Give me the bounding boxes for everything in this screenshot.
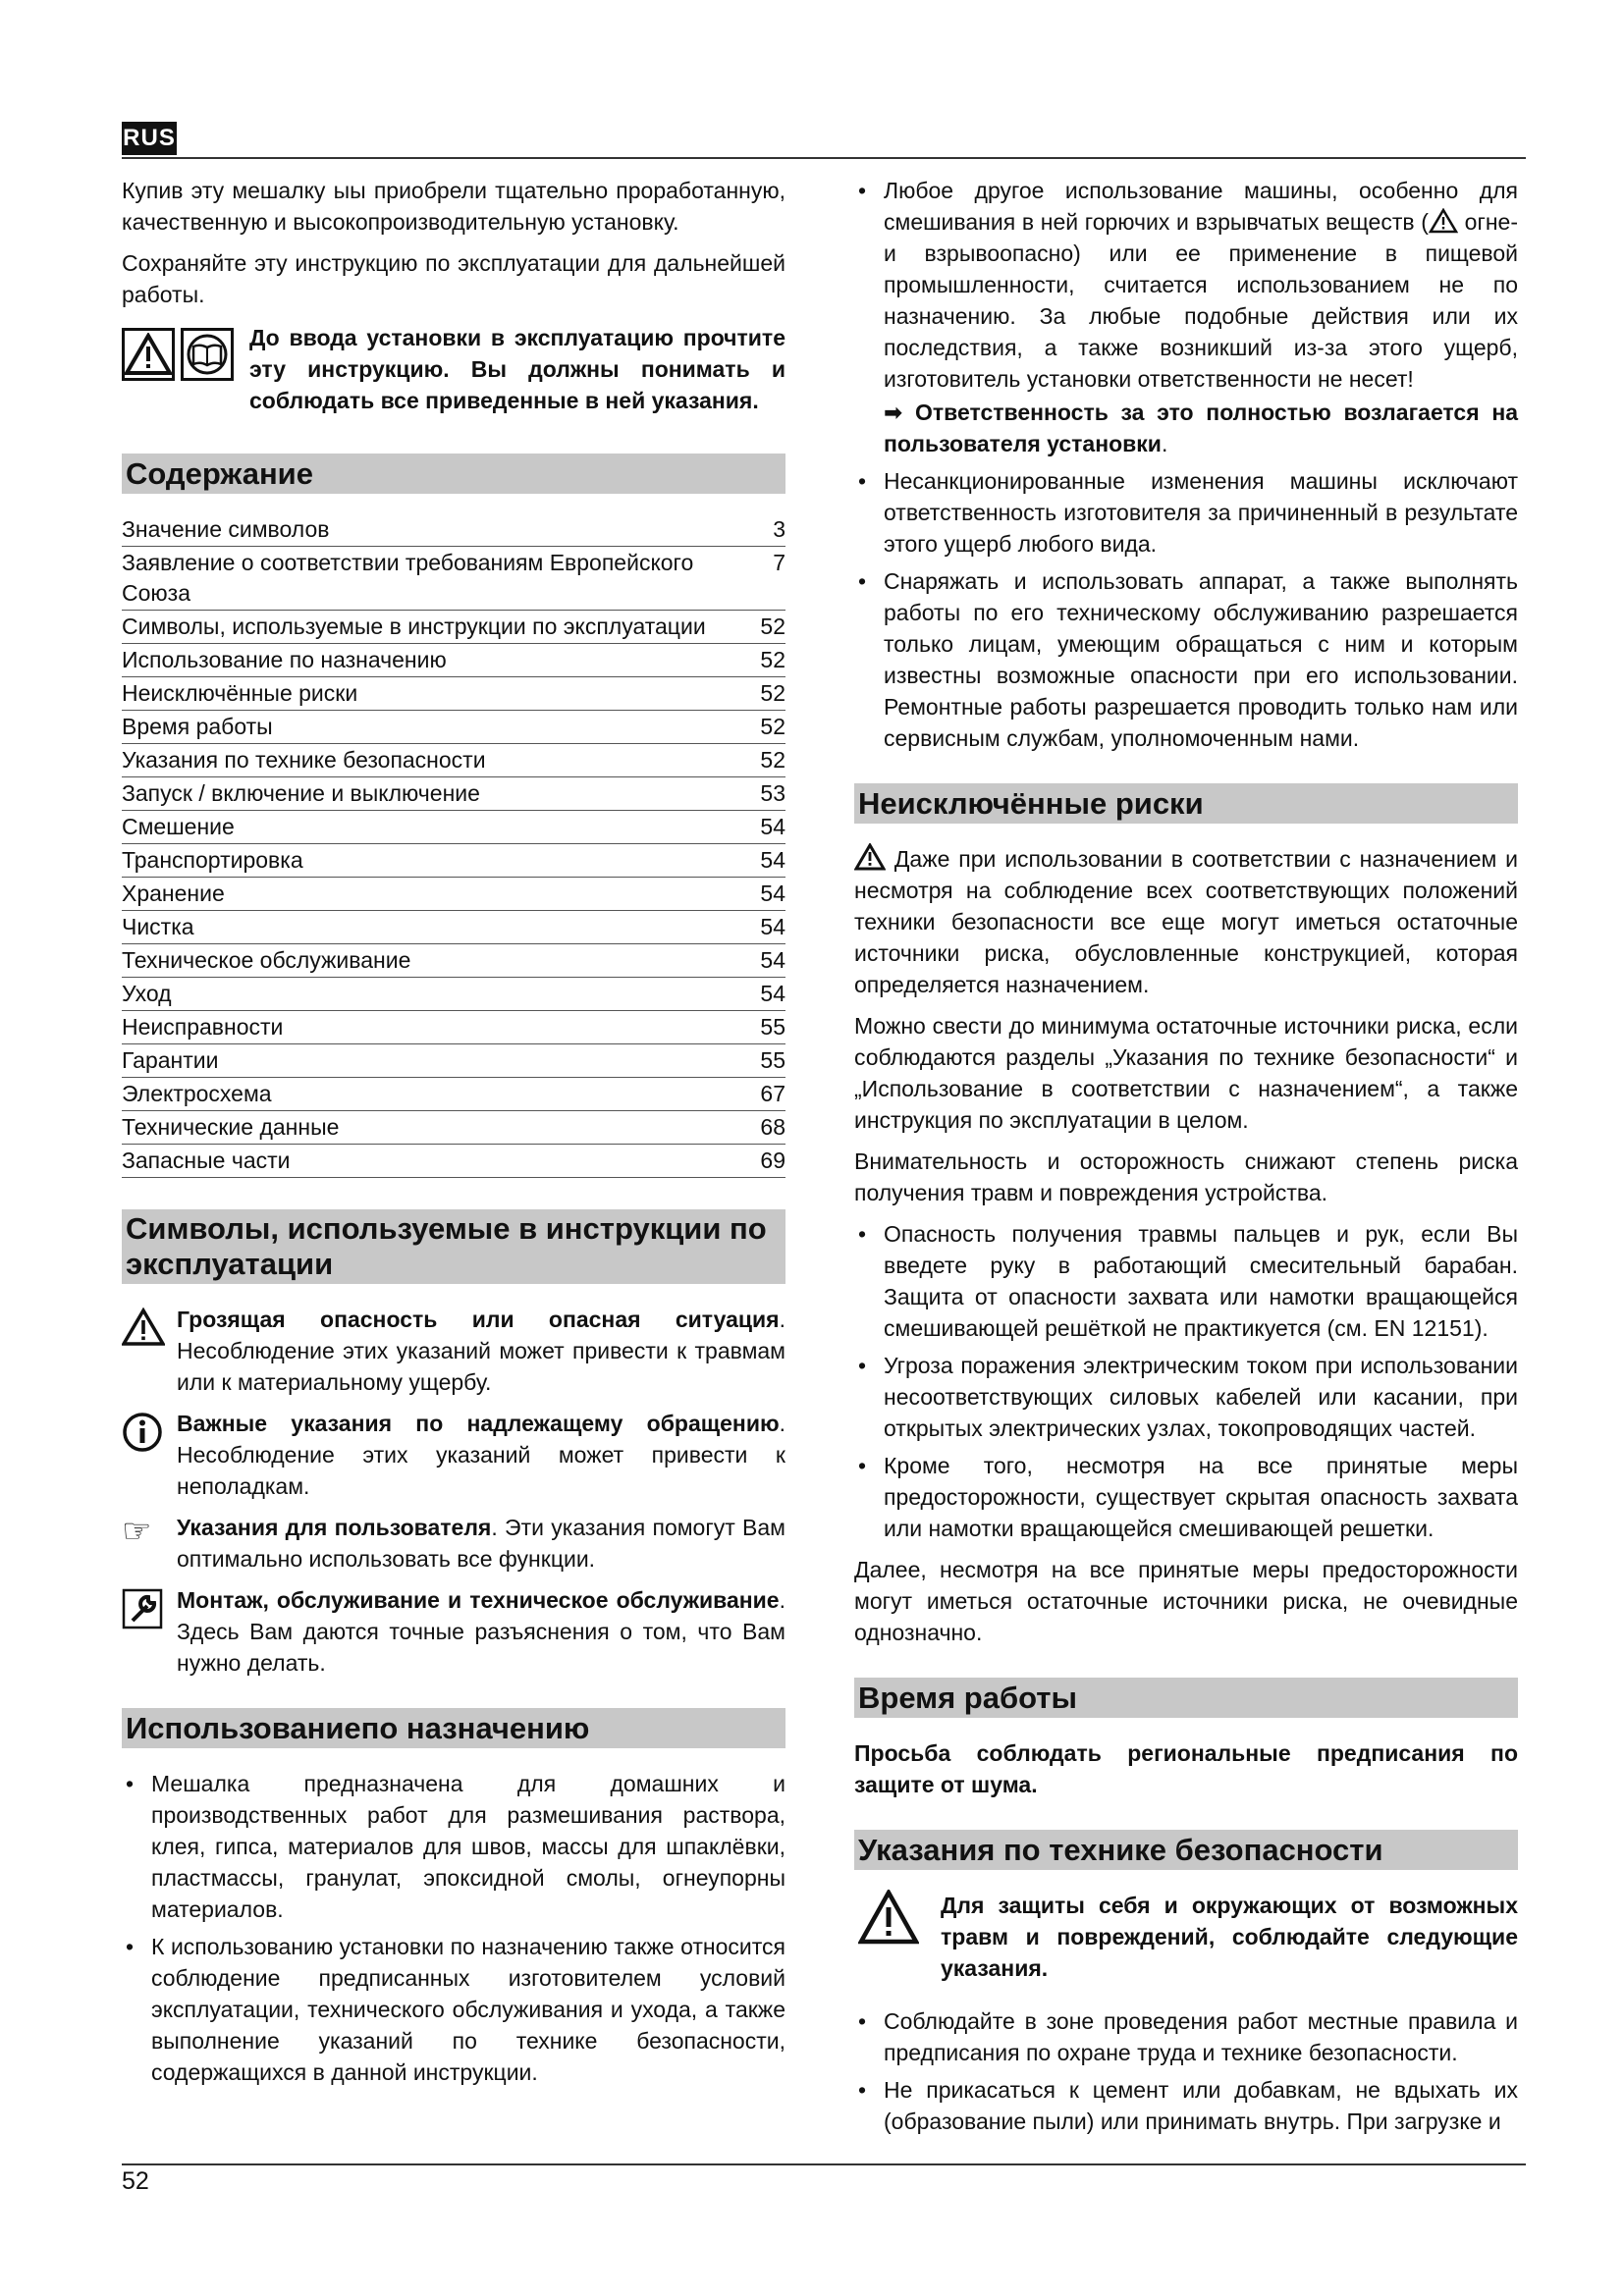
toc-entry-title: Неисправности bbox=[122, 1011, 727, 1044]
symbol-hint-title: Указания для пользователя bbox=[177, 1515, 492, 1540]
toc-entry-page: 53 bbox=[727, 777, 785, 811]
page-number: 52 bbox=[122, 2167, 149, 2195]
footer-rule bbox=[122, 2163, 1526, 2165]
symbol-info-title: Важные указания по надлежащему обращению bbox=[177, 1411, 780, 1436]
toc-entry-title: Гарантии bbox=[122, 1044, 727, 1078]
toc-entry-page: 55 bbox=[727, 1011, 785, 1044]
toc-row bbox=[122, 911, 785, 944]
toc-entry-title: Использование по назначению bbox=[122, 644, 727, 677]
toc-row bbox=[122, 711, 785, 744]
safety-warning bbox=[854, 1890, 1518, 1994]
toc-row bbox=[122, 513, 785, 547]
warning-triangle-icon bbox=[858, 1890, 919, 1945]
symbol-danger-title: Грозящая опасность или опасная ситуация bbox=[177, 1307, 780, 1332]
toc-row bbox=[122, 677, 785, 711]
toc-entry-title: Хранение bbox=[122, 878, 727, 911]
toc-row bbox=[122, 644, 785, 677]
toc-entry-page: 69 bbox=[727, 1145, 785, 1178]
symbol-info bbox=[122, 1408, 785, 1502]
list-item: • Мешалка предназначена для домашних и производственных работ для размешивания раствора, клея, гипса, материалов для швов, массы для шпаклёвки, пластмассы, гранулат, эпоксидной смолы, огнеупорны материалов. bbox=[122, 1768, 785, 1925]
toc-heading: Содержание bbox=[122, 454, 785, 494]
improper-use-text: Любое другое использование машины, особенно для смешивания в ней горючих и взрывчатых веществ ( bbox=[884, 178, 1518, 235]
list-item: • Не прикасаться к цемент или добавкам, не вдыхать их (образование пыли) или принимать внутрь. При загрузке и bbox=[854, 2074, 1518, 2137]
toc-entry-title: Чистка bbox=[122, 911, 727, 944]
warning-triangle-icon bbox=[854, 843, 886, 871]
risks-paragraph: Даже при использовании в соответствии с назначением и несмотря на соблюдение всех соответствующих положений техники безопасности все еще могут иметься остаточные источники риска, обусловленные конструкцией, которая определяется назначением. bbox=[854, 843, 1518, 1000]
warning-triangle-icon bbox=[122, 328, 175, 381]
list-item: • Несанкционированные изменения машины исключают ответственность изготовителя за причиненный в результате этого ущерб любого вида. bbox=[854, 465, 1518, 560]
list-item: • Угроза поражения электрическим током при использовании несоответствующих силовых кабелей или касании, при открытых электрических узлах, токопроводящих частей. bbox=[854, 1350, 1518, 1444]
toc-entry-title: Символы, используемые в инструкции по эксплуатации bbox=[122, 611, 727, 644]
toc-entry-title: Электросхема bbox=[122, 1078, 727, 1111]
symbol-maintenance bbox=[122, 1584, 785, 1679]
list-item: • Соблюдайте в зоне проведения работ местные правила и предписания по охране труда и технике безопасности. bbox=[854, 2005, 1518, 2068]
warning-triangle-icon bbox=[122, 1308, 165, 1347]
toc-entry-page: 52 bbox=[727, 711, 785, 744]
read-manual-warning bbox=[122, 322, 785, 426]
toc-row bbox=[122, 611, 785, 644]
worktime-text: Просьба соблюдать региональные предписания по защите от шума. bbox=[854, 1740, 1518, 1797]
toc-row bbox=[122, 547, 785, 611]
toc-entry-page: 52 bbox=[727, 644, 785, 677]
toc-entry-page: 54 bbox=[727, 878, 785, 911]
toc-entry-page: 52 bbox=[727, 611, 785, 644]
intro-paragraph-2: Сохраняйте эту инструкцию по эксплуатации для дальнейшей работы. bbox=[122, 250, 785, 307]
safety-heading: Указания по технике безопасности bbox=[854, 1830, 1518, 1870]
toc-entry-title: Указания по технике безопасности bbox=[122, 744, 727, 777]
toc-row bbox=[122, 777, 785, 811]
list-item: • Опасность получения травмы пальцев и рук, если Вы введете руку в работающий смесительный барабан. Защита от опасности захвата или намотки вращающейся смешивающей решёткой не практикуется (см. EN 12151). bbox=[854, 1218, 1518, 1344]
usage-continued-list bbox=[854, 175, 1518, 754]
info-icon bbox=[122, 1412, 163, 1453]
symbol-maintenance-title: Монтаж, обслуживание и техническое обслуживание bbox=[177, 1587, 780, 1613]
risks-paragraph-3: Внимательность и осторожность снижают степень риска получения травм и повреждения устройства. bbox=[854, 1148, 1518, 1205]
toc-entry-title: Запуск / включение и выключение bbox=[122, 777, 727, 811]
toc-entry-page: 7 bbox=[727, 547, 785, 611]
toc-row bbox=[122, 944, 785, 978]
toc-row bbox=[122, 978, 785, 1011]
toc-entry-page: 52 bbox=[727, 744, 785, 777]
toc-entry-title: Заявление о соответствии требованиям Европейского Союза bbox=[122, 547, 727, 611]
symbols-heading: Символы, используемые в инструкции по эксплуатации bbox=[122, 1209, 785, 1284]
worktime-heading: Время работы bbox=[854, 1678, 1518, 1718]
toc-entry-page: 54 bbox=[727, 811, 785, 844]
read-manual-text: До ввода установки в эксплуатацию прочтите эту инструкцию. Вы должны понимать и соблюдать все приведенные в ней указания. bbox=[249, 325, 785, 413]
toc-entry-title: Уход bbox=[122, 978, 727, 1011]
toc-entry-page: 52 bbox=[727, 677, 785, 711]
symbol-danger bbox=[122, 1304, 785, 1398]
toc-entry-title: Неисключённые риски bbox=[122, 677, 727, 711]
pointing-hand-icon: ☞ bbox=[122, 1513, 152, 1550]
safety-list bbox=[854, 2005, 1518, 2137]
toc-entry-title: Технические данные bbox=[122, 1111, 727, 1145]
symbol-maintenance-text: . Здесь Вам даются точные разъяснения о том, что Вам нужно делать. bbox=[177, 1587, 785, 1676]
warning-triangle-icon bbox=[1429, 208, 1458, 234]
toc-row bbox=[122, 1078, 785, 1111]
toc-row bbox=[122, 811, 785, 844]
table-of-contents bbox=[122, 513, 785, 1178]
toc-entry-title: Запасные части bbox=[122, 1145, 727, 1178]
toc-row bbox=[122, 1044, 785, 1078]
usage-list bbox=[122, 1768, 785, 2088]
risks-heading: Неисключённые риски bbox=[854, 783, 1518, 824]
toc-entry-title: Техническое обслуживание bbox=[122, 944, 727, 978]
list-item: • Кроме того, несмотря на все принятые меры предосторожности, существует скрытая опасность захвата или намотки вращающейся смешивающей решетки. bbox=[854, 1450, 1518, 1544]
responsibility-note: ➡ Ответственность за это полностью возлагается на пользователя установки. bbox=[884, 400, 1519, 456]
toc-entry-page: 54 bbox=[727, 978, 785, 1011]
risks-paragraph-2: Можно свести до минимума остаточные источники риска, если соблюдаются разделы „Указания по технике безопасности“ и „Использование в соответствии с назначением“, а также инструкция по эксплуатации в целом. bbox=[854, 1013, 1518, 1133]
list-item: • Снаряжать и использовать аппарат, а также выполнять работы по его техническому обслуживанию разрешается только лицам, умеющим обращаться с ним и которым известны возможные опасности при его использовании. Ремонтные работы разрешается проводить только нам или сервисным службам, уполномоченным нами. bbox=[854, 565, 1518, 754]
risks-paragraph-4: Далее, несмотря на все принятые меры предосторожности могут иметься остаточные источники риска, не очевидные однозначно. bbox=[854, 1557, 1518, 1645]
left-column bbox=[122, 175, 785, 2094]
header-rule bbox=[122, 157, 1526, 159]
toc-row bbox=[122, 744, 785, 777]
toc-entry-page: 68 bbox=[727, 1111, 785, 1145]
toc-entry-page: 55 bbox=[727, 1044, 785, 1078]
safety-warning-text: Для защиты себя и окружающих от возможных травм и повреждений, соблюдайте следующие указания. bbox=[941, 1893, 1518, 1981]
symbol-hint-text: . Эти указания помогут Вам оптимально использовать все функции. bbox=[177, 1515, 785, 1572]
usage-heading: Использованиепо назначению bbox=[122, 1708, 785, 1748]
toc-entry-title: Значение символов bbox=[122, 513, 727, 547]
toc-row bbox=[122, 1111, 785, 1145]
symbol-info-text: . Несоблюдение этих указаний может привести к неполадкам. bbox=[177, 1411, 785, 1499]
toc-entry-page: 54 bbox=[727, 844, 785, 878]
toc-entry-page: 3 bbox=[727, 513, 785, 547]
manual-book-icon bbox=[181, 328, 234, 381]
toc-row bbox=[122, 1145, 785, 1178]
list-item: • К использованию установки по назначению также относится соблюдение предписанных изготовителем условий эксплуатации, технического обслуживания и ухода, а также выполнение указаний по технике безопасности, содержащихся в данной инструкции. bbox=[122, 1931, 785, 2088]
toc-entry-page: 54 bbox=[727, 944, 785, 978]
right-column bbox=[854, 175, 1518, 2143]
symbol-user-hint bbox=[122, 1512, 785, 1575]
language-badge: RUS bbox=[122, 122, 177, 155]
symbol-danger-text: . Несоблюдение этих указаний может привести к травмам или к материальному ущербу. bbox=[177, 1307, 785, 1395]
toc-entry-page: 67 bbox=[727, 1078, 785, 1111]
risks-list bbox=[854, 1218, 1518, 1544]
toc-entry-title: Транспортировка bbox=[122, 844, 727, 878]
wrench-icon bbox=[122, 1588, 163, 1629]
toc-entry-title: Смешение bbox=[122, 811, 727, 844]
improper-use-text-2: огне- и взрывоопасно) или ее применение в пищевой промышленности, считается использованием не по назначению. За любые подобные действия или их последствия, а также возникший из-за этого ущерб, изготовитель установки ответственности не несет! bbox=[884, 209, 1518, 392]
toc-row bbox=[122, 878, 785, 911]
toc-row bbox=[122, 844, 785, 878]
toc-entry-title: Время работы bbox=[122, 711, 727, 744]
toc-entry-page: 54 bbox=[727, 911, 785, 944]
list-item bbox=[854, 175, 1518, 459]
toc-row bbox=[122, 1011, 785, 1044]
arrow-right-icon: ➡ bbox=[884, 400, 903, 425]
intro-paragraph: Купив эту мешалку ыы приобрели тщательно проработанную, качественную и высокопроизводительную установку. bbox=[122, 178, 785, 235]
